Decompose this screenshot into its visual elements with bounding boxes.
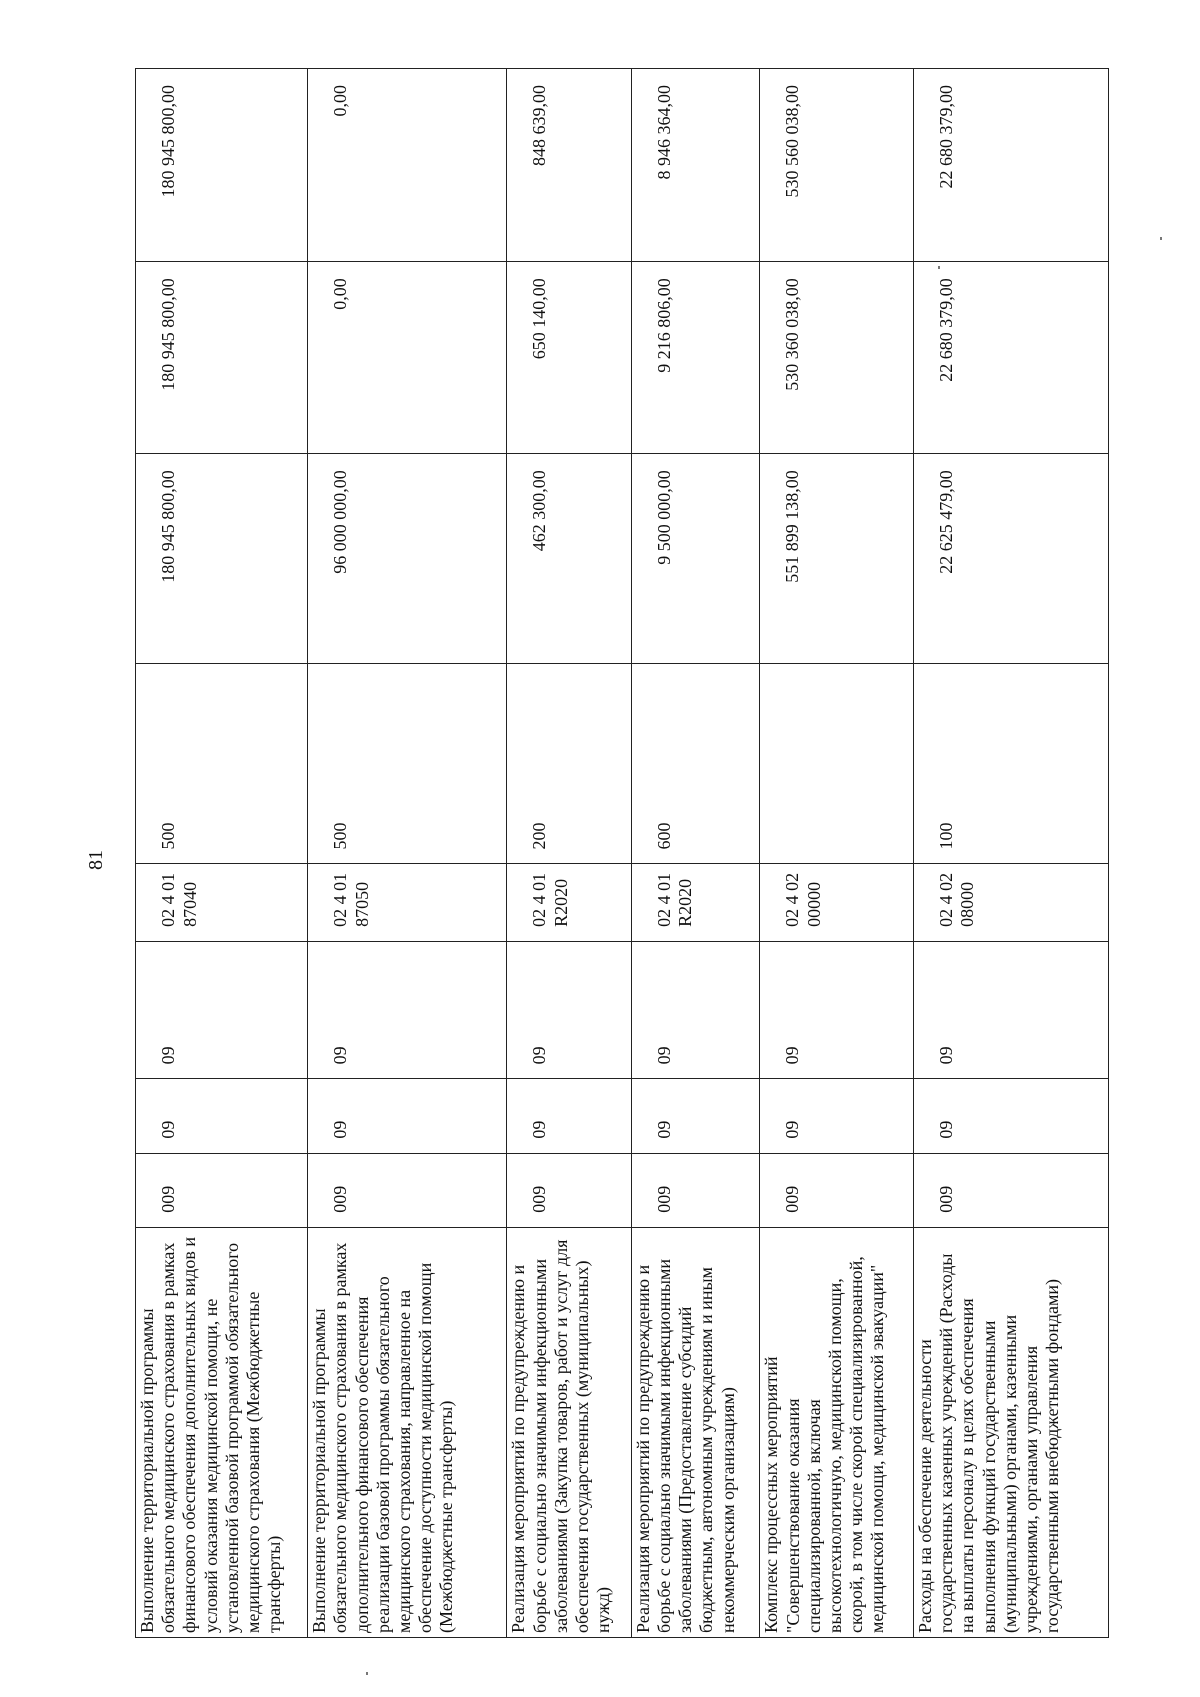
subsection-code: 09 — [913, 941, 1108, 1078]
budget-table-rotated — [135, 68, 1109, 1638]
admin-code: 009 — [308, 1153, 507, 1227]
sum-year-1: 551 899 138,00 — [760, 454, 914, 663]
sum-year-3: 848 639,00 — [507, 69, 631, 262]
sum-year-3: 22 680 379,00 — [913, 69, 1108, 262]
section-code: 09 — [136, 1079, 308, 1153]
table-row — [631, 69, 760, 1638]
expense-type-code: 500 — [136, 663, 308, 864]
admin-code: 009 — [507, 1153, 631, 1227]
target-article-code: 02 4 01 87040 — [136, 864, 308, 941]
admin-code: 009 — [631, 1153, 760, 1227]
page-number: 81 — [85, 850, 107, 870]
section-code: 09 — [913, 1079, 1108, 1153]
sum-year-1: 22 625 479,00 — [913, 454, 1108, 663]
target-article-code: 02 4 01 R2020 — [507, 864, 631, 941]
section-code: 09 — [308, 1079, 507, 1153]
admin-code: 009 — [136, 1153, 308, 1227]
expense-type-code: 600 — [631, 663, 760, 864]
admin-code: 009 — [913, 1153, 1108, 1227]
sum-year-2: 22 680 379,00 — [913, 262, 1108, 454]
sum-year-2: 530 360 038,00 — [760, 262, 914, 454]
sum-year-3: 180 945 800,00 — [136, 69, 308, 262]
row-description: Расходы на обеспечение деятельности государственных казенных учреждений (Расходы на выплаты персоналу в целях обеспечения выполнения функций государственными (муниципальными) органами, казенными учреждениями, органами управления государственными внебюджетными фондами) — [913, 1227, 1108, 1637]
subsection-code: 09 — [308, 941, 507, 1078]
budget-table — [135, 68, 1109, 1638]
sum-year-2: 650 140,00 — [507, 262, 631, 454]
sum-year-2: 9 216 806,00 — [631, 262, 760, 454]
target-article-code: 02 4 02 08000 — [913, 864, 1108, 941]
target-article-code: 02 4 02 00000 — [760, 864, 914, 941]
sum-year-1: 462 300,00 — [507, 454, 631, 663]
sum-year-2: 0,00 — [308, 262, 507, 454]
sum-year-3: 8 946 364,00 — [631, 69, 760, 262]
subsection-code: 09 — [507, 941, 631, 1078]
expense-type-code: 200 — [507, 663, 631, 864]
expense-type-code: 500 — [308, 663, 507, 864]
subsection-code: 09 — [760, 941, 914, 1078]
row-description: Комплекс процессных мероприятий "Совершенствование оказания специализированной, включая высокотехнологичную, медицинской помощи, скорой, в том числе скорой специализированной, медицинской помощи, медицинской эвакуации" — [760, 1227, 914, 1637]
section-code: 09 — [631, 1079, 760, 1153]
admin-code: 009 — [760, 1153, 914, 1227]
row-description: Реализация мероприятий по предупреждению и борьбе с социально значимыми инфекционными заболеваниями (Закупка товаров, работ и услуг для обеспечения государственных (муниципальных) нужд) — [507, 1227, 631, 1637]
scan-speck — [366, 1672, 368, 1675]
scan-speck — [1160, 237, 1162, 240]
section-code: 09 — [507, 1079, 631, 1153]
expense-type-code — [760, 663, 914, 864]
sum-year-3: 0,00 — [308, 69, 507, 262]
target-article-code: 02 4 01 87050 — [308, 864, 507, 941]
scan-speck — [938, 266, 940, 269]
sum-year-2: 180 945 800,00 — [136, 262, 308, 454]
table-row — [760, 69, 914, 1638]
subsection-code: 09 — [136, 941, 308, 1078]
sum-year-1: 180 945 800,00 — [136, 454, 308, 663]
expense-type-code: 100 — [913, 663, 1108, 864]
row-description: Выполнение территориальной программы обязательного медицинского страхования в рамках финансового обеспечения дополнительных видов и условий оказания медицинской помощи, не установленной базовой программой обязательного медицинского страхования (Межбюджетные трансферты) — [136, 1227, 308, 1637]
target-article-code: 02 4 01 R2020 — [631, 864, 760, 941]
row-description: Реализация мероприятий по предупреждению и борьбе с социально значимыми инфекционными заболеваниями (Предоставление субсидий бюджетным, автономным учреждениям и иным некоммерческим организациям) — [631, 1227, 760, 1637]
table-row — [507, 69, 631, 1638]
row-description: Выполнение территориальной программы обязательного медицинского страхования в рамках дополнительного финансового обеспечения реализации базовой программы обязательного медицинского страхования, направленное на обеспечение доступности медицинской помощи (Межбюджетные трансферты) — [308, 1227, 507, 1637]
sum-year-1: 96 000 000,00 — [308, 454, 507, 663]
table-row — [308, 69, 507, 1638]
table-row — [913, 69, 1108, 1638]
table-row — [136, 69, 308, 1638]
sum-year-1: 9 500 000,00 — [631, 454, 760, 663]
subsection-code: 09 — [631, 941, 760, 1078]
section-code: 09 — [760, 1079, 914, 1153]
sum-year-3: 530 560 038,00 — [760, 69, 914, 262]
